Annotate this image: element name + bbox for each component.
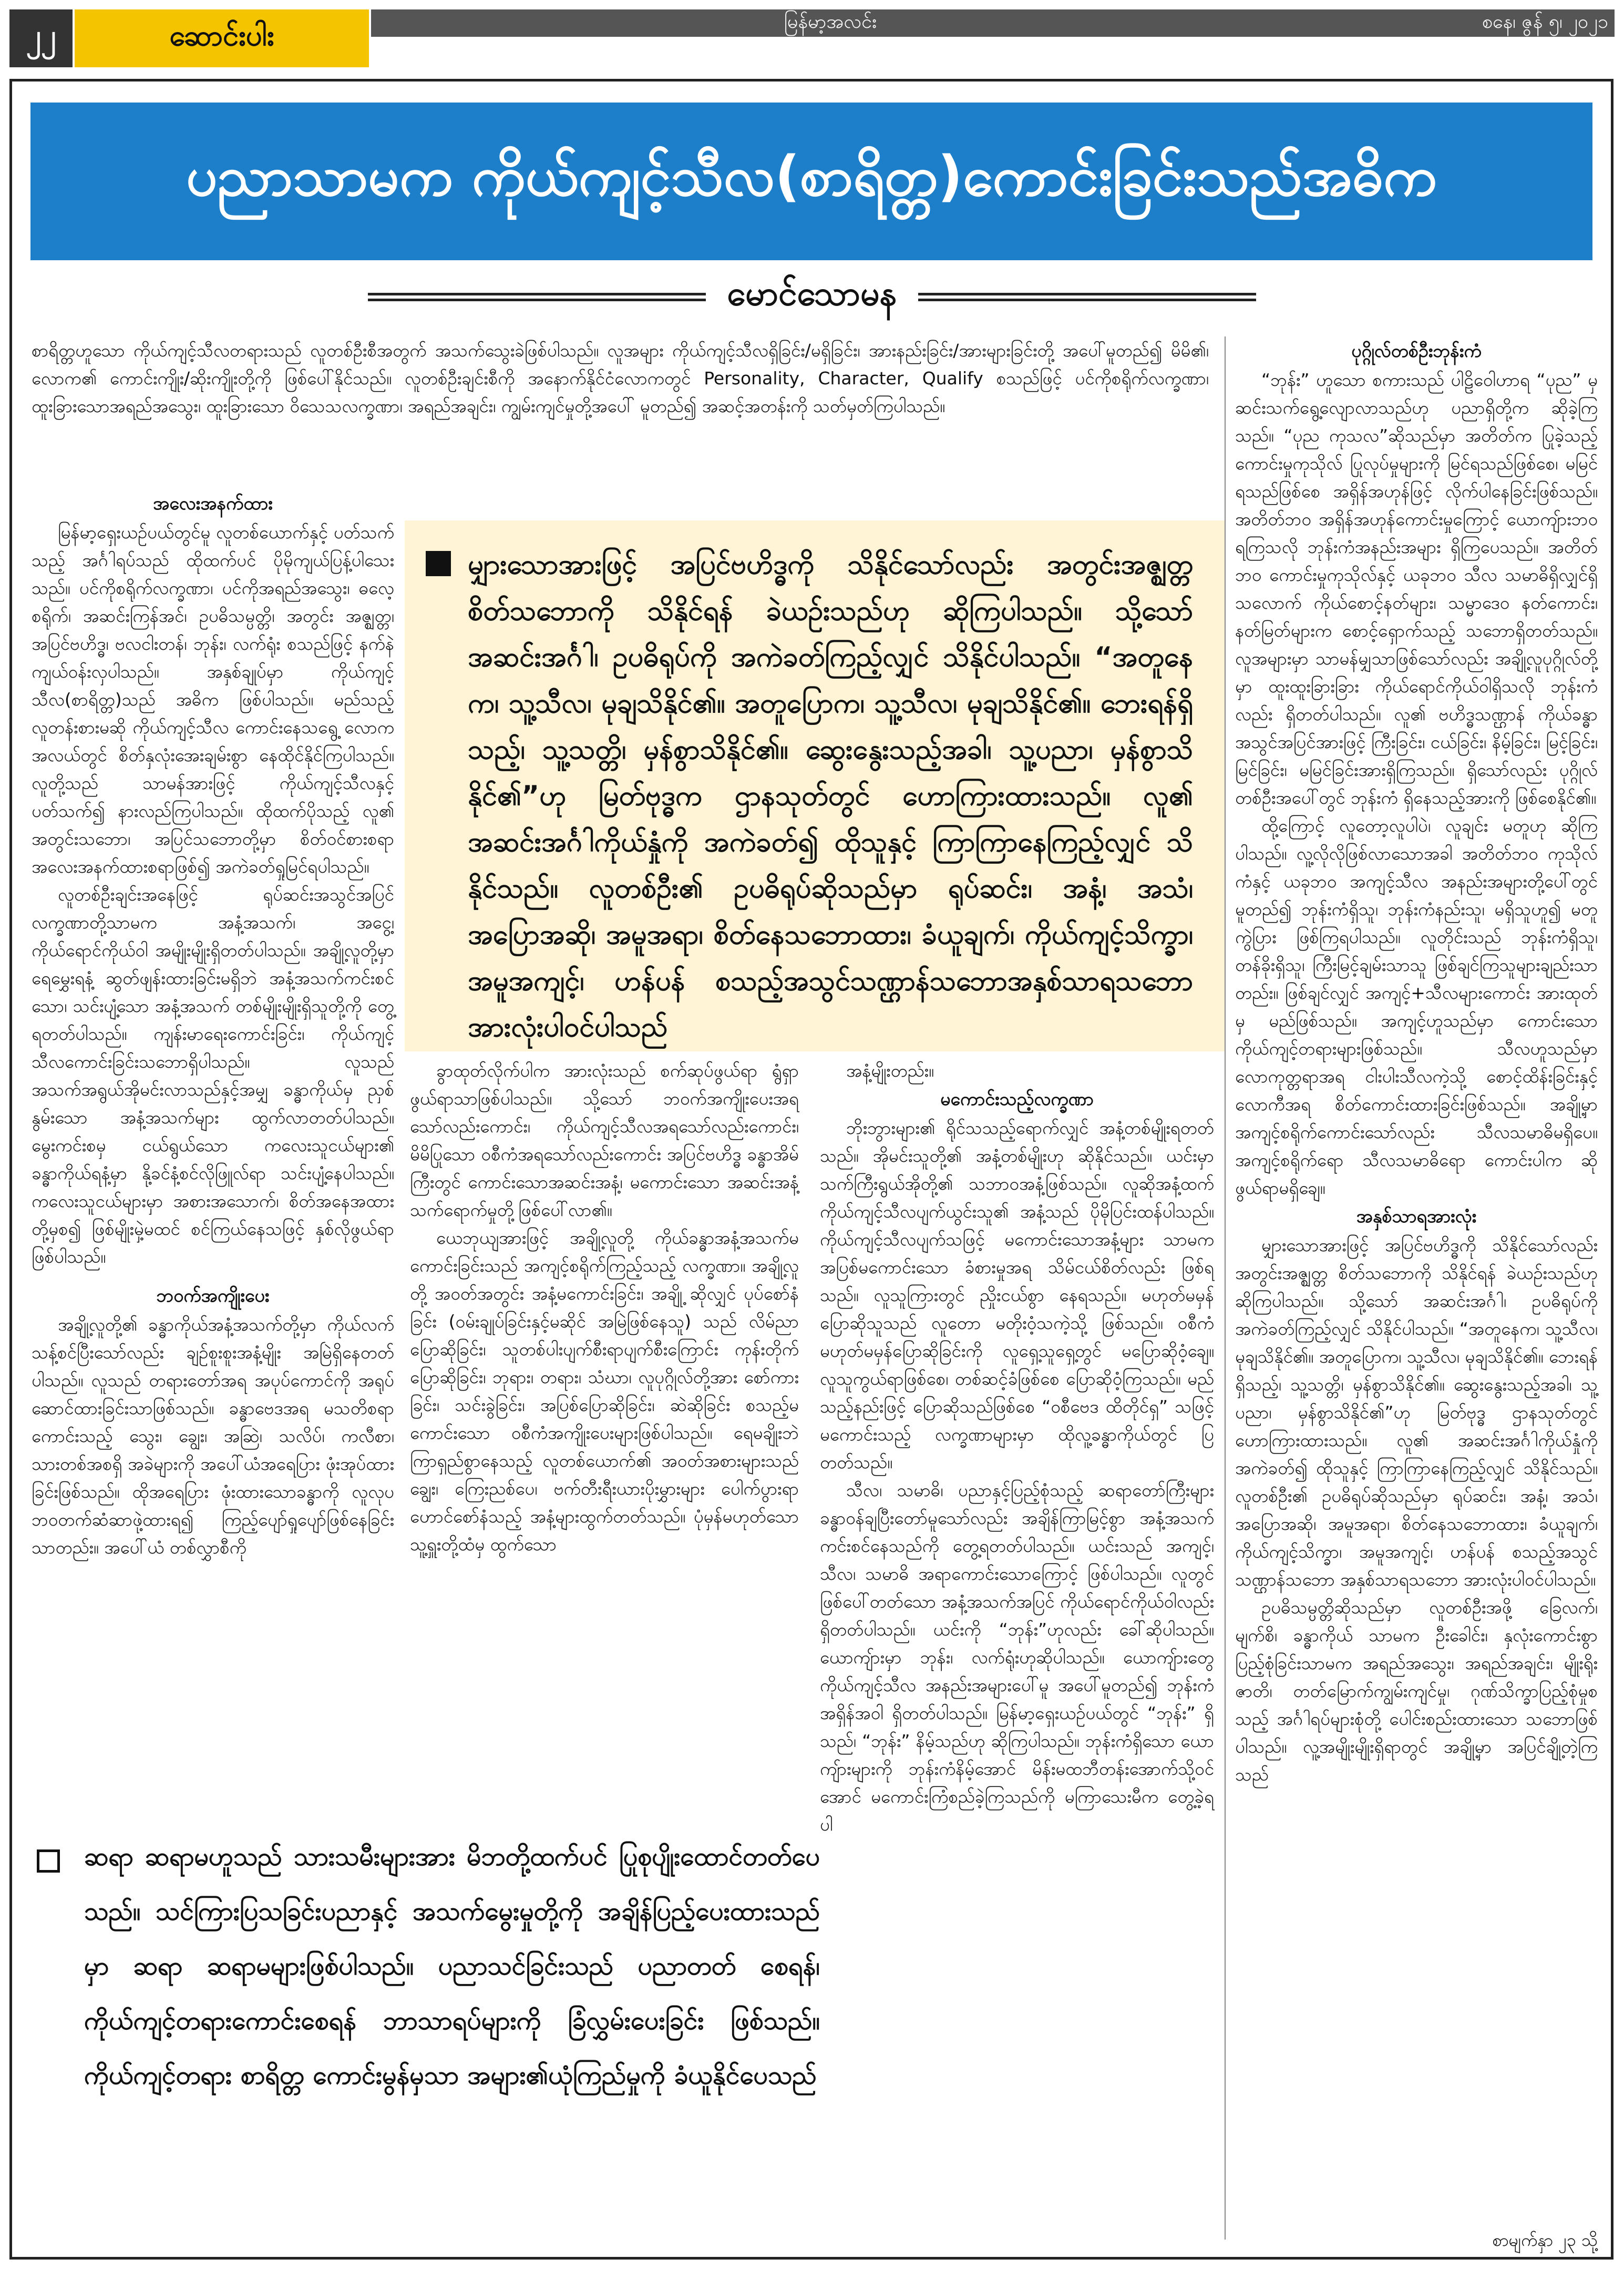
issue-date: စနေ၊ ဇွန် ၅၊ ၂၀၂၁ (1482, 11, 1608, 33)
column-1-paragraph-1: မြန်မာ့ရှေးယဉ်ပယ်တွင်မူ လူတစ်ယောက်နှင့် ပတ်သက်သည့် အင်္ဂါရပ်သည် ထိုထက်ပင် ပိုမိုကျယ်ပြန့်ပါသေးသည်။ ပင်ကိုစရိုက်လက္ခဏာ၊ ပင်ကိုအရည်အသွေး၊ ဓလေ့စရိုက်၊ အဆင်းကြန်အင်၊ ဥပဓိသမ္ပတ္တိ၊ အတွင်း အဇ္ဈတ္တ၊ အပြင်ဗဟိဒ္ဓ၊ ဗလငါးတန်၊ ဘုန်း၊ လက်ရုံး စသည်ဖြင့် နက်နဲကျယ်ဝန်းလှပါသည်။ အနှစ်ချုပ်မှာ ကိုယ်ကျင့်သီလ(စာရိတ္တ)သည် အဓိက ဖြစ်ပါသည်။ မည်သည့်လူတန်းစားမဆို ကိုယ်ကျင့်သီလ ကောင်းနေသရွေ့ လောကအလယ်တွင် စိတ်နှလုံးအေးချမ်းစွာ နေထိုင်နိုင်ကြပါသည်။ လူတို့သည် သာမန်အားဖြင့် ကိုယ်ကျင့်သီလနှင့် ပတ်သက်၍ နားလည်ကြပါသည်။ ထိုထက်ပိုသည့် လူ၏ အတွင်းသဘော၊ အပြင်သဘောတို့မှာ စိတ်ဝင်စားစရာ အလေးအနက်ထားစရာဖြစ်၍ အကဲခတ်ရှုမြင်ရပါသည်။ (32, 522, 394, 877)
column-3-paragraph-2: ဘိုးဘွားများ၏ ရိုင်သသည့်ရောက်လျှင် အနံ့တစ်မျိုးရတတ်သည်။ အိုမင်းသူတို့၏ အနံ့တစ်မျိုးဟု ဆိုနိုင်သည်။ ယင်းမှာ သက်ကြီးရွယ်အိုတို့၏ သဘာဝအနံ့ဖြစ်သည်။ လူဆိုအနံ့ထက် ကိုယ်ကျင့်သီလပျက်ယွင်းသူ၏ အနံ့သည် ပိုမိုပြင်းထန်ပါသည်။ ကိုယ်ကျင့်သီလပျက်သဖြင့် မကောင်းသောအနံ့များ သာမက အပြစ်မကောင်းသော ခံစားမှုအရ သိမ်ငယ်စိတ်လည်း ဖြစ်ရသည်။ လူသူကြားတွင် ညှိုးငယ်စွာ နေရသည်။ မဟုတ်မမှန်ပြောဆိုသူသည် လူတော မတိုးဝံ့သကဲ့သို့ ဖြစ်သည်။ ဝစီကံ မဟုတ်မမှန်ပြောဆိုခြင်းကို လူရှေ့သူရှေ့တွင် မပြောဆိုဝံ့ချေ။ လူသူကွယ်ရာဖြစ်စေ၊ တစ်ဆင့်ခံဖြစ်စေ ပြောဆိုဝံ့ကြသည်။ မည်သည့်နည်းဖြင့် ပြောဆိုသည်ဖြစ်စေ “ဝစီဗေဒ ထိတိုင်ရှ” သဖြင့် မကောင်းသည့် လက္ခဏာများမှာ ထိုလူ့ခန္ဓာကိုယ်တွင် ပြတတ်သည်။ (820, 1118, 1214, 1473)
column-2-paragraph-1: ခွာထုတ်လိုက်ပါက အားလုံးသည် စက်ဆုပ်ဖွယ်ရာ ရွံရှာဖွယ်ရာသာဖြစ်ပါသည်။ သို့သော် ဘဝက်အကျိုးပေးအရသော်လည်းကောင်း၊ ကိုယ်ကျင့်သီလအရသော်လည်းကောင်း၊ မိမိပြုသော ဝစီကံအရသော်လည်းကောင်း အပြင်ဗဟိဒ္ဓ ခန္ဓာအိမ်ကြီးတွင် ကောင်းသောအဆင်းအနံ့၊ မကောင်းသော အဆင်းအနံ့ သက်ရောက်မှုတို့ဖြစ်ပေါ်လာ၏။ (410, 1060, 799, 1220)
checkbox-square-icon (37, 1849, 60, 1873)
column-3 (820, 1057, 1214, 1838)
square-bullet-icon (426, 551, 451, 576)
column-3-subhead-1: မကောင်းသည့်လက္ခဏာ (940, 1089, 1094, 1110)
publication-name: မြန်မာ့အလင်း (784, 11, 877, 33)
column-4-subhead-2: အနှစ်သာရအားလုံး (1356, 1206, 1477, 1227)
bottom-pull-quote (32, 1829, 820, 2261)
column-4-paragraph-2: ထို့ကြောင့် လူတော့လူပါပဲ၊ လူချင်း မတူဟု ဆိုကြပါသည်။ လူ့လိုလိုဖြစ်လာသောအခါ အတိတ်ဘဝ ကုသိုလ်ကံနှင့် ယခုဘဝ အကျင့်သီလ အနည်းအများတို့ပေါ်တွင်မူတည်၍ ဘုန်းကံရှိသူ၊ ဘုန်းကံနည်းသူ၊ မရှိသူဟူ၍ မတူကွဲပြား ဖြစ်ကြရပါသည်။ လူတိုင်းသည် ဘုန်းကံရှိသူ၊ တန်ခိုးရှိသူ၊ ကြီးမြင့်ချမ်းသာသူ ဖြစ်ချင်ကြသူများချည်းသာတည်း။ ဖြစ်ချင်လျှင် အကျင့်+သီလများကောင်း အားထုတ်မှ မည်ဖြစ်သည်။ အကျင့်ဟူသည်မှာ ကောင်းသော ကိုယ်ကျင့်တရားများဖြစ်သည်။ သီလဟူသည်မှာ လောကုတ္တရာအရ ငါးပါးသီလကဲ့သို့ စောင့်ထိန်းခြင်းနှင့် လောကီအရ စိတ်ကောင်းထားခြင်းဖြစ်သည်။ အချို့မှာ အကျင့်စရိုက်ကောင်းသော်လည်း သီလသမာဓိမရှိပေ။ အကျင့်စရိုက်ရော သီလသမာဓိရော ကောင်းပါက ဆိုဖွယ်ရာမရှိချေ။ (1235, 815, 1598, 1198)
author-byline: မောင်သောမန (727, 274, 897, 313)
column-1-subhead-1: အလေးအနက်ထား (153, 493, 273, 514)
column-3-paragraph-3: သီလ၊ သမာဓိ၊ ပညာနှင့်ပြည့်စုံသည့် ဆရာတော်ကြီးများ ခန္ဓာဝန်ချပြီးတော်မူသော်လည်း အချိန်ကြာမြင့်စွာ အနံ့အသက်ကင်းစင်နေသည်ကို တွေ့ရတတ်ပါသည်။ ယင်းသည် အကျင့်၊ သီလ၊ သမာဓိ အရာကောင်းသောကြောင့် ဖြစ်ပါသည်။ လူတွင် ဖြစ်ပေါ်တတ်သော အနံ့အသက်အပြင် ကိုယ်ရောင်ကိုယ်ဝါလည်း ရှိတတ်ပါသည်။ ယင်းကို “ဘုန်း”ဟုလည်း ခေါ်ဆိုပါသည်။ ယောကျ်ားမှာ ဘုန်း၊ လက်ရုံးဟုဆိုပါသည်။ ယောကျ်ားတွေ ကိုယ်ကျင့်သီလ အနည်းအများပေါ်မူ အပေါ်မူတည်၍ ဘုန်းကံ အရှိန်အဝါ ရှိတတ်ပါသည်။ မြန်မာ့ရှေးယဉ်ပယ်တွင် “ဘုန်း” ရှိသည်၊ “ဘုန်း” နိမ့်သည်ဟု ဆိုကြပါသည်။ ဘုန်းကံရှိသော ယောကျ်ားများကို ဘုန်းကံနိမ့်အောင် မိန်းမထဘီတန်းအောက်သို့ဝင်အောင် မကောင်းကြံစည်ခဲ့ကြသည်ကို မကြာသေးမီက တွေ့ခဲ့ရပါ (820, 1480, 1214, 1835)
column-4-paragraph-1: “ဘုန်း” ဟူသော စကားသည် ပါဠိဝေါဟာရ “ပုည” မှ ဆင်းသက်ရွေ့လျောလာသည်ဟု ပညာရှိတို့က ဆိုခဲ့ကြသည်။ “ပုည ကုသလ”ဆိုသည်မှာ အတိတ်က ပြုခဲ့သည့် ကောင်းမှုကုသိုလ် ပြုလုပ်မှုများကို မြင်ရသည်ဖြစ်စေ၊ မမြင်ရသည်ဖြစ်စေ အရှိန်အဟုန်ဖြင့် လိုက်ပါနေခြင်းဖြစ်သည်။ အတိတ်ဘဝ အရှိန်အဟုန်ကောင်းမှုကြောင့် ယောကျ်ားဘဝရကြသလို ဘုန်းကံအနည်းအများ ရှိကြပေသည်။ အတိတ်ဘဝ ကောင်းမှုကုသိုလ်နှင့် ယခုဘဝ သီလ သမာဓိရှိလျှင်ရှိသလောက် ကိုယ်စောင့်နတ်များ၊ သမ္မာဒေဝ နတ်ကောင်း၊ နတ်မြတ်များက စောင့်ရှောက်သည့် သဘောရှိတတ်သည်။ လူအများမှာ သာမန်မျှသာဖြစ်သော်လည်း အချို့လူပုဂ္ဂိုလ်တို့မှာ ထူးထူးခြားခြား ကိုယ်ရောင်ကိုယ်ဝါရှိသလို ဘုန်းကံလည်း ရှိတတ်ပါသည်။ လူ၏ ဗဟိဒ္ဓသဏ္ဌာန် ကိုယ်ခန္ဓာအသွင်အပြင်အားဖြင့် ကြီးခြင်း၊ ငယ်ခြင်း၊ နိမ့်ခြင်း၊ မြင့်ခြင်း၊ မြင်ခြင်း၊ မမြင်ခြင်းအားရှိကြသည်။ ရှိသော်လည်း ပုဂ္ဂိုလ်တစ်ဦးအပေါ်တွင် ဘုန်းကံ ရှိနေသည့်အားကို ဖြစ်စေနိုင်၏။ (1235, 370, 1598, 808)
column-4 (1235, 336, 1598, 1788)
column-4-subhead-1: ပုဂ္ဂိုလ်တစ်ဦးဘုန်းကံ (1351, 341, 1482, 362)
column-3-paragraph-1: အနံ့မျိုးတည်း။ (846, 1060, 934, 1081)
page-number: ၂၂ (9, 9, 73, 67)
bottom-quote-text: ဆရာ ဆရာမဟူသည် သားသမီးများအား မိဘတို့ထက်ပင် ပြုစုပျိုးထောင်တတ်ပေသည်။ သင်ကြားပြသခြင်းပညာနှင့် အသက်မွေးမှုတို့ကို အချိန်ပြည့်ပေးထားသည်မှာ ဆရာ ဆရာမများဖြစ်ပါသည်။ ပညာသင်ခြင်းသည် ပညာတတ် စေရန်၊ ကိုယ်ကျင့်တရားကောင်းစေရန် ဘာသာရပ်များကို ခြံလွှမ်းပေးခြင်း ဖြစ်သည်။ ကိုယ်ကျင့်တရား စာရိတ္တ ကောင်းမွန်မှသာ အများ၏ယုံကြည်မှုကို ခံယူနိုင်ပေသည် (84, 1842, 820, 2090)
byline-block (368, 268, 1256, 326)
column-1-subhead-2: ဘဝက်အကျိုးပေး (156, 1285, 270, 1306)
column-4-paragraph-3: မျှားသောအားဖြင့် အပြင်ဗဟိဒ္ဓကို သိနိုင်သော်လည်း အတွင်းအဇ္ဈတ္တ စိတ်သဘောကို သိနိုင်ရန် ခဲယဉ်းသည်ဟု ဆိုကြပါသည်။ သို့သော် အဆင်းအင်္ဂါ၊ ဥပဓိရုပ်ကို အကဲခတ်ကြည့်လျှင် သိနိုင်ပါသည်။ “အတူနေက၊ သူ့သီလ၊ မုချသိနိုင်၏။ အတူပြောက၊ သူ့သီလ၊ မုချသိနိုင်၏။ ဘေးရန်ရှိသည့်၊ သူ့သတ္တိ၊ မှန်စွာသိနိုင်၏။ ဆွေးနွေးသည့်အခါ၊ သူ့ပညာ၊ မှန်စွာသိနိုင်၏”ဟု မြတ်ဗုဒ္ဓ ဌာနသုတ်တွင် ဟောကြားထားသည်။ လူ၏ အဆင်းအင်္ဂါကိုယ်နှုံကို အကဲခတ်၍ ထိုသူနှင့် ကြာကြာနေကြည့်လျှင် သိနိုင်သည်။ လူတစ်ဦး၏ ဥပဓိရုပ်ဆိုသည်မှာ ရုပ်ဆင်း၊ အနံ့၊ အသံ၊ အပြောအဆို၊ အမူအရာ၊ စိတ်နေသဘောထား၊ ခံယူချက်၊ ကိုယ်ကျင့်သိက္ခာ၊ အမူအကျင့်၊ ဟန်ပန် စသည့်အသွင်သဏ္ဌာန်သဘော အနှစ်သာရသဘော အားလုံးပါဝင်ပါသည်။ (1235, 1235, 1598, 1590)
article-headline: ပညာသာမက ကိုယ်ကျင့်သီလ(စာရိတ္တ)ကောင်းခြင်းသည်အဓိက (30, 103, 1592, 260)
byline-rule-right (918, 293, 1256, 301)
section-label: ဆောင်းပါး (75, 9, 369, 67)
continued-on-page: စာမျက်နှာ ၂၃ သို့ (1492, 2230, 1598, 2250)
column-2-paragraph-2: ယေဘုယျအားဖြင့် အချို့လူတို့ ကိုယ်ခန္ဓာအနံ့အသက်မကောင်းခြင်းသည် အကျင့်စရိုက်ကြည့်သည့် လက္ခဏာ။ အချို့လူတို့ အဝတ်အတွင်း အနံ့မကောင်းခြင်း၊ အချို့ ဆိုလျှင် ပုပ်စော်နံခြင်း (ဝမ်းချုပ်ခြင်းနှင့်မဆိုင် အမြဲဖြစ်နေသူ) သည် လိမ်ညာပြောဆိုခြင်း၊ သူတစ်ပါးပျက်စီးရာပျက်စီးကြောင်း ကုန်းတိုက်ပြောဆိုခြင်း၊ ဘုရား၊ တရား၊ သံဃာ၊ လူပုဂ္ဂိုလ်တို့အား စော်ကားခြင်း၊ သင်းခွဲခြင်း၊ အပြစ်ပြောဆိုခြင်း၊ ဆဲဆိုခြင်း စသည့်မကောင်းသော ဝစီကံအကျိုးပေးများဖြစ်ပါသည်။ ရေမချိုးဘဲကြာရှည်စွာနေသည့် လူတစ်ယောက်၏ အဝတ်အစားများသည် ချွေး၊ ကြေးညစ်ပေ၊ ဗက်တီးရီးယားပိုးမွှားများ ပေါက်ပွားရာ ဟောင်စော်နံသည့် အနံ့များထွက်တတ်သည်။ ပုံမှန်မဟုတ်သော သူ့ရှူးတို့ထံမှ ထွက်သော (410, 1228, 799, 1555)
column-2 (410, 1057, 799, 1558)
column-1-paragraph-3: အချို့လူတို့၏ ခန္ဓာကိုယ်အနံ့အသက်တို့မှာ ကိုယ်လက်သန့်စင်ပြီးသော်လည်း ချဉ်စူးစူးအနံ့မျိုး အမြဲရှိနေတတ်ပါသည်။ လူသည် တရားတော်အရ အပုပ်ကောင်ကို အရုပ်ဆောင်ထားခြင်းသာဖြစ်သည်။ ခန္ဓာဗေဒအရ မသတိစရာကောင်းသည့် သွေး၊ ချွေး၊ အဆြဲ၊ သလိပ်၊ ကလီစာ၊ သားတစ်အစရှိ အခဲများကို အပေါ်ယံအရေပြား ဖုံးအုပ်ထားခြင်းဖြစ်သည်။ ထိုအရေပြား ဖုံးထားသောခန္ဓာကို လူလုပ ဘဝတက်ဆံဆာဖုဲ့ထားရ၍ ကြည့်ပျော်ရှုပျော်ဖြစ်နေခြင်းသာတည်း။ အပေါ်ယံ တစ်လွှာစီကို (32, 1314, 394, 1558)
column-1-paragraph-2: လူတစ်ဦးချင်းအနေဖြင့် ရုပ်ဆင်းအသွင်အပြင် လက္ခဏာတို့သာမက အနံ့အသက်၊ အငွေ့၊ ကိုယ်ရောင်ကိုယ်ဝါ အမျိုးမျိုးရှိတတ်ပါသည်။ အချို့လူတို့မှာ ရေမွှေးရနံ့ ဆွတ်ဖျန်းထားခြင်းမရှိဘဲ အနံ့အသက်ကင်းစင်သော၊ သင်းပျံ့သော အနံ့အသက် တစ်မျိုးမျိုးရှိသူတို့ကို တွေ့ရတတ်ပါသည်။ ကျန်းမာရေးကောင်းခြင်း၊ ကိုယ်ကျင့်သီလကောင်းခြင်းသဘောရှိပါသည်။ လူသည် အသက်အရွယ်အိုမင်းလာသည်နှင့်အမျှ ခန္ဓာကိုယ်မှ ညှစ်နွမ်းသော အနံ့အသက်များ ထွက်လာတတ်ပါသည်။ မွေးကင်းစမှ ငယ်ရွယ်သော ကလေးသူငယ်များ၏ ခန္ဓာကိုယ်ရနံ့မှာ နို့ခင်နံ့စင်လိုဖြူလ်ရာ သင်းပျံ့နေပါသည်။ ကလေးသူငယ်များမှာ အစားအသောက်၊ စိတ်အနေအထားတို့မှစ၍ ဖြစ်မျိုးမှဲ့မထင် စင်ကြယ်နေသဖြင့် နှစ်လိုဖွယ်ရာဖြစ်ပါသည်။ (32, 884, 394, 1267)
column-divider (1225, 336, 1226, 2240)
intro-paragraph: စာရိတ္တဟူသော ကိုယ်ကျင့်သီလတရားသည် လူတစ်ဦးစီအတွက် အသက်သွေးခဲဖြစ်ပါသည်။ လူအများ ကိုယ်ကျင့်သီလရှိခြင်း/မရှိခြင်း၊ အားနည်းခြင်း/အားများခြင်းတို့ အပေါ်မူတည်၍ မိမိ၏၊ လောက၏ ကောင်းကျိုး/ဆိုးကျိုးတို့ကို ဖြစ်ပေါ်နိုင်သည်။ လူတစ်ဦးချင်းစီကို အနောက်နိုင်ငံလောကတွင် Personality, Character, Qualify စသည်ဖြင့် ပင်ကိုစရိုက်လက္ခဏာ၊ ထူးခြားသောအရည်အသွေး၊ ထူးခြားသော ဝိသေသလက္ခဏာ၊ အရည်အချင်း၊ ကျွမ်းကျင်မှုတို့အပေါ် မူတည်၍ အဆင့်အတန်းကို သတ်မှတ်ကြပါသည်။ (32, 340, 1209, 416)
column-4-paragraph-4: ဥပဓိသမ္ပတ္တိဆိုသည်မှာ လူတစ်ဦးအဖို့ ခြေလက်၊ မျက်စိ၊ ခန္ဓာကိုယ် သာမက ဦးခေါင်း၊ နှလုံးကောင်းစွာ ပြည့်စုံခြင်းသာမက အရည်အသွေး၊ အရည်အချင်း၊ မျိုးရိုးဇာတိ၊ တတ်မြောက်ကျွမ်းကျင်မှု၊ ဂုဏ်သိက္ခာပြည့်စုံမှုစသည့် အင်္ဂါရပ်များစုံတို့ ပေါင်းစည်းထားသော သဘောဖြစ်ပါသည်။ လူ့အမျိုးမျိုးရှိရာတွင် အချို့မှာ အပြင်ချို့တဲ့ကြသည် (1235, 1597, 1598, 1785)
byline-rule-left (368, 293, 706, 301)
column-1 (32, 489, 394, 1561)
pull-quote-text: မျှားသောအားဖြင့် အပြင်ဗဟိဒ္ဓကို သိနိုင်သော်လည်း အတွင်းအဇ္ဈတ္တ စိတ်သဘောကို သိနိုင်ရန် ခဲယဉ်းသည်ဟု ဆိုကြပါသည်။ သို့သော် အဆင်းအင်္ဂါ၊ ဥပဓိရုပ်ကို အကဲခတ်ကြည့်လျှင် သိနိုင်ပါသည်။ “အတူနေက၊ သူ့သီလ၊ မုချသိနိုင်၏။ အတူပြောက၊ သူ့သီလ၊ မုချသိနိုင်၏။ ဘေးရန်ရှိသည့်၊ သူ့သတ္တိ၊ မှန်စွာသိနိုင်၏။ ဆွေးနွေးသည့်အခါ၊ သူ့ပညာ၊ မှန်စွာသိနိုင်၏”ဟု မြတ်ဗုဒ္ဓက ဌာနသုတ်တွင် ဟောကြားထားသည်။ လူ၏ အဆင်းအင်္ဂါကိုယ်နှုံကို အကဲခတ်၍ ထိုသူနှင့် ကြာကြာနေကြည့်လျှင် သိနိုင်သည်။ လူတစ်ဦး၏ ဥပဓိရုပ်ဆိုသည်မှာ ရုပ်ဆင်း၊ အနံ့၊ အသံ၊ အပြောအဆို၊ အမူအရာ၊ စိတ်နေသဘောထား၊ ခံယူချက်၊ ကိုယ်ကျင့်သိက္ခာ၊ အမူအကျင့်၊ ဟန်ပန် စသည့်အသွင်သဏ္ဌာန်သဘောအနှစ်သာရသဘော အားလုံးပါဝင်ပါသည် (468, 549, 1193, 1043)
pull-quote-box (405, 520, 1225, 1051)
